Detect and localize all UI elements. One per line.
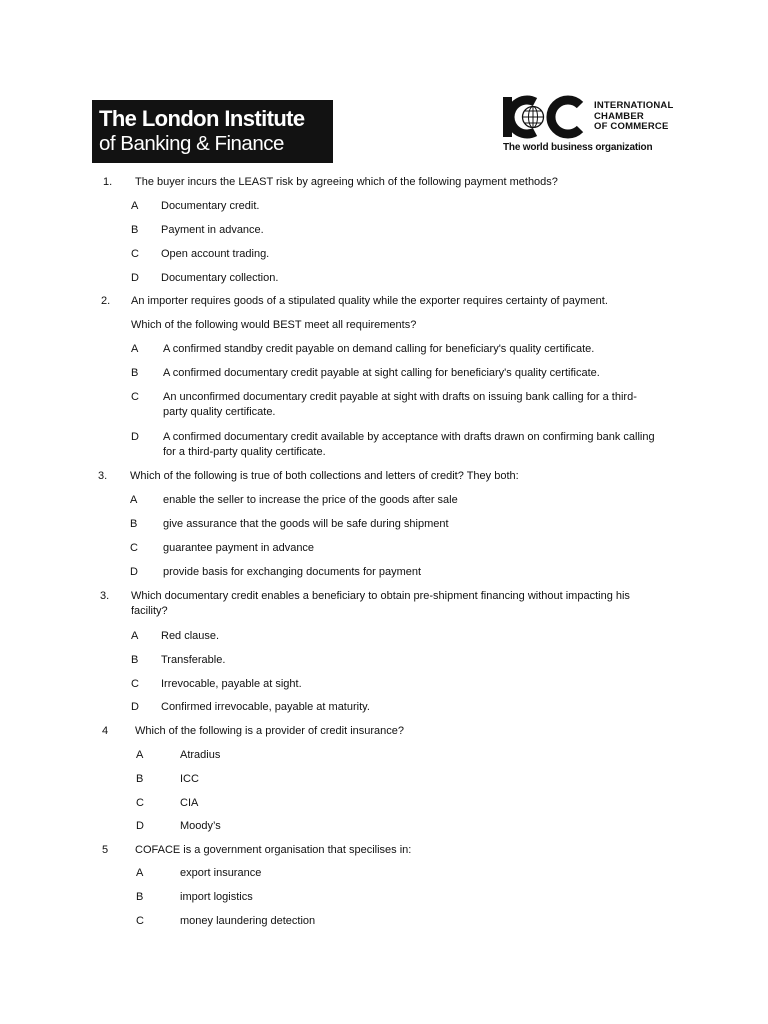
- option-text: export insurance: [180, 867, 262, 879]
- option-text: Open account trading.: [161, 248, 270, 260]
- option-text: Documentary credit.: [161, 200, 260, 212]
- question-number: 1.: [103, 176, 113, 188]
- option-text: Red clause.: [161, 630, 220, 642]
- option-text: provide basis for exchanging documents for payment: [163, 566, 422, 578]
- option-text: give assurance that the goods will be safe during shipment: [163, 518, 449, 530]
- icc-logo: [503, 95, 683, 157]
- option-text: money laundering detection: [180, 915, 316, 927]
- option-letter: B: [131, 654, 139, 666]
- option-letter: B: [131, 224, 139, 236]
- option-text: import logistics: [180, 891, 253, 903]
- option-text: CIA: [180, 797, 199, 809]
- option-letter: C: [131, 391, 139, 403]
- option-letter: A: [131, 200, 139, 212]
- question-text: Which of the following would BEST meet all requirements?: [131, 319, 417, 331]
- option-letter: A: [131, 343, 139, 355]
- option-letter: D: [131, 701, 139, 713]
- question-number: 3.: [98, 470, 108, 482]
- icc-name: [594, 101, 673, 133]
- option-text: Confirmed irrevocable, payable at maturity.: [161, 701, 370, 713]
- option-letter: B: [131, 367, 139, 379]
- libf-logo: [92, 100, 333, 163]
- question-number: 4: [102, 725, 109, 737]
- option-text: Documentary collection.: [161, 272, 279, 284]
- option-letter: B: [136, 891, 144, 903]
- option-letter: D: [131, 431, 139, 443]
- option-letter: C: [131, 248, 139, 260]
- option-text: ICC: [180, 773, 199, 785]
- option-text: enable the seller to increase the price of the goods after sale: [163, 494, 458, 506]
- option-letter: C: [136, 797, 144, 809]
- option-letter: D: [136, 820, 144, 832]
- option-text: Moody’s: [180, 820, 221, 832]
- icc-globe-mark-icon: [503, 95, 589, 141]
- question-text: The buyer incurs the LEAST risk by agreeing which of the following payment methods?: [135, 176, 558, 188]
- option-letter: B: [130, 518, 138, 530]
- icc-name-line: OF COMMERCE: [594, 121, 669, 132]
- option-text: Payment in advance.: [161, 224, 264, 236]
- option-letter: D: [130, 566, 138, 578]
- question-number: 2.: [101, 295, 111, 307]
- option-text: guarantee payment in advance: [163, 542, 315, 554]
- question-text: An importer requires goods of a stipulated quality while the exporter requires certainty of payment.: [131, 295, 608, 307]
- icc-name-line: CHAMBER: [594, 110, 644, 122]
- question-text: COFACE is a government organisation that specilises in:: [135, 844, 412, 856]
- icc-name-line: INTERNATIONAL: [594, 100, 674, 111]
- question-text: Which documentary credit enables a beneficiary to obtain pre-shipment financing without impacting his facility?: [131, 590, 630, 617]
- icc-tagline: The world business organization: [503, 142, 653, 153]
- option-letter: A: [136, 749, 144, 761]
- option-text: A confirmed documentary credit available by acceptance with drafts drawn on confirming bank calling for a third-party quality certificate.: [163, 431, 655, 458]
- option-letter: D: [131, 272, 139, 284]
- option-text: An unconfirmed documentary credit payable at sight with drafts on issuing bank calling for a third-party quality certificate.: [163, 391, 637, 418]
- option-text: Transferable.: [161, 654, 226, 666]
- libf-logo-line2: of Banking & Finance: [99, 132, 284, 155]
- option-letter: A: [130, 494, 138, 506]
- question-text: Which of the following is true of both collections and letters of credit? They both:: [130, 470, 519, 482]
- question-text: Which of the following is a provider of credit insurance?: [135, 725, 405, 737]
- libf-logo-line1: The London Institute: [99, 106, 305, 131]
- option-text: A confirmed standby credit payable on demand calling for beneficiary's quality certificate.: [163, 343, 595, 355]
- option-letter: C: [131, 678, 139, 690]
- question-number: 5: [102, 844, 109, 856]
- option-letter: C: [130, 542, 138, 554]
- option-text: Irrevocable, payable at sight.: [161, 678, 302, 690]
- question-number: 3.: [100, 590, 110, 602]
- option-letter: A: [136, 867, 144, 879]
- option-letter: C: [136, 915, 144, 927]
- option-letter: B: [136, 773, 144, 785]
- option-text: Atradius: [180, 749, 221, 761]
- option-letter: A: [131, 630, 139, 642]
- option-text: A confirmed documentary credit payable at sight calling for beneficiary's quality certificate.: [163, 367, 600, 379]
